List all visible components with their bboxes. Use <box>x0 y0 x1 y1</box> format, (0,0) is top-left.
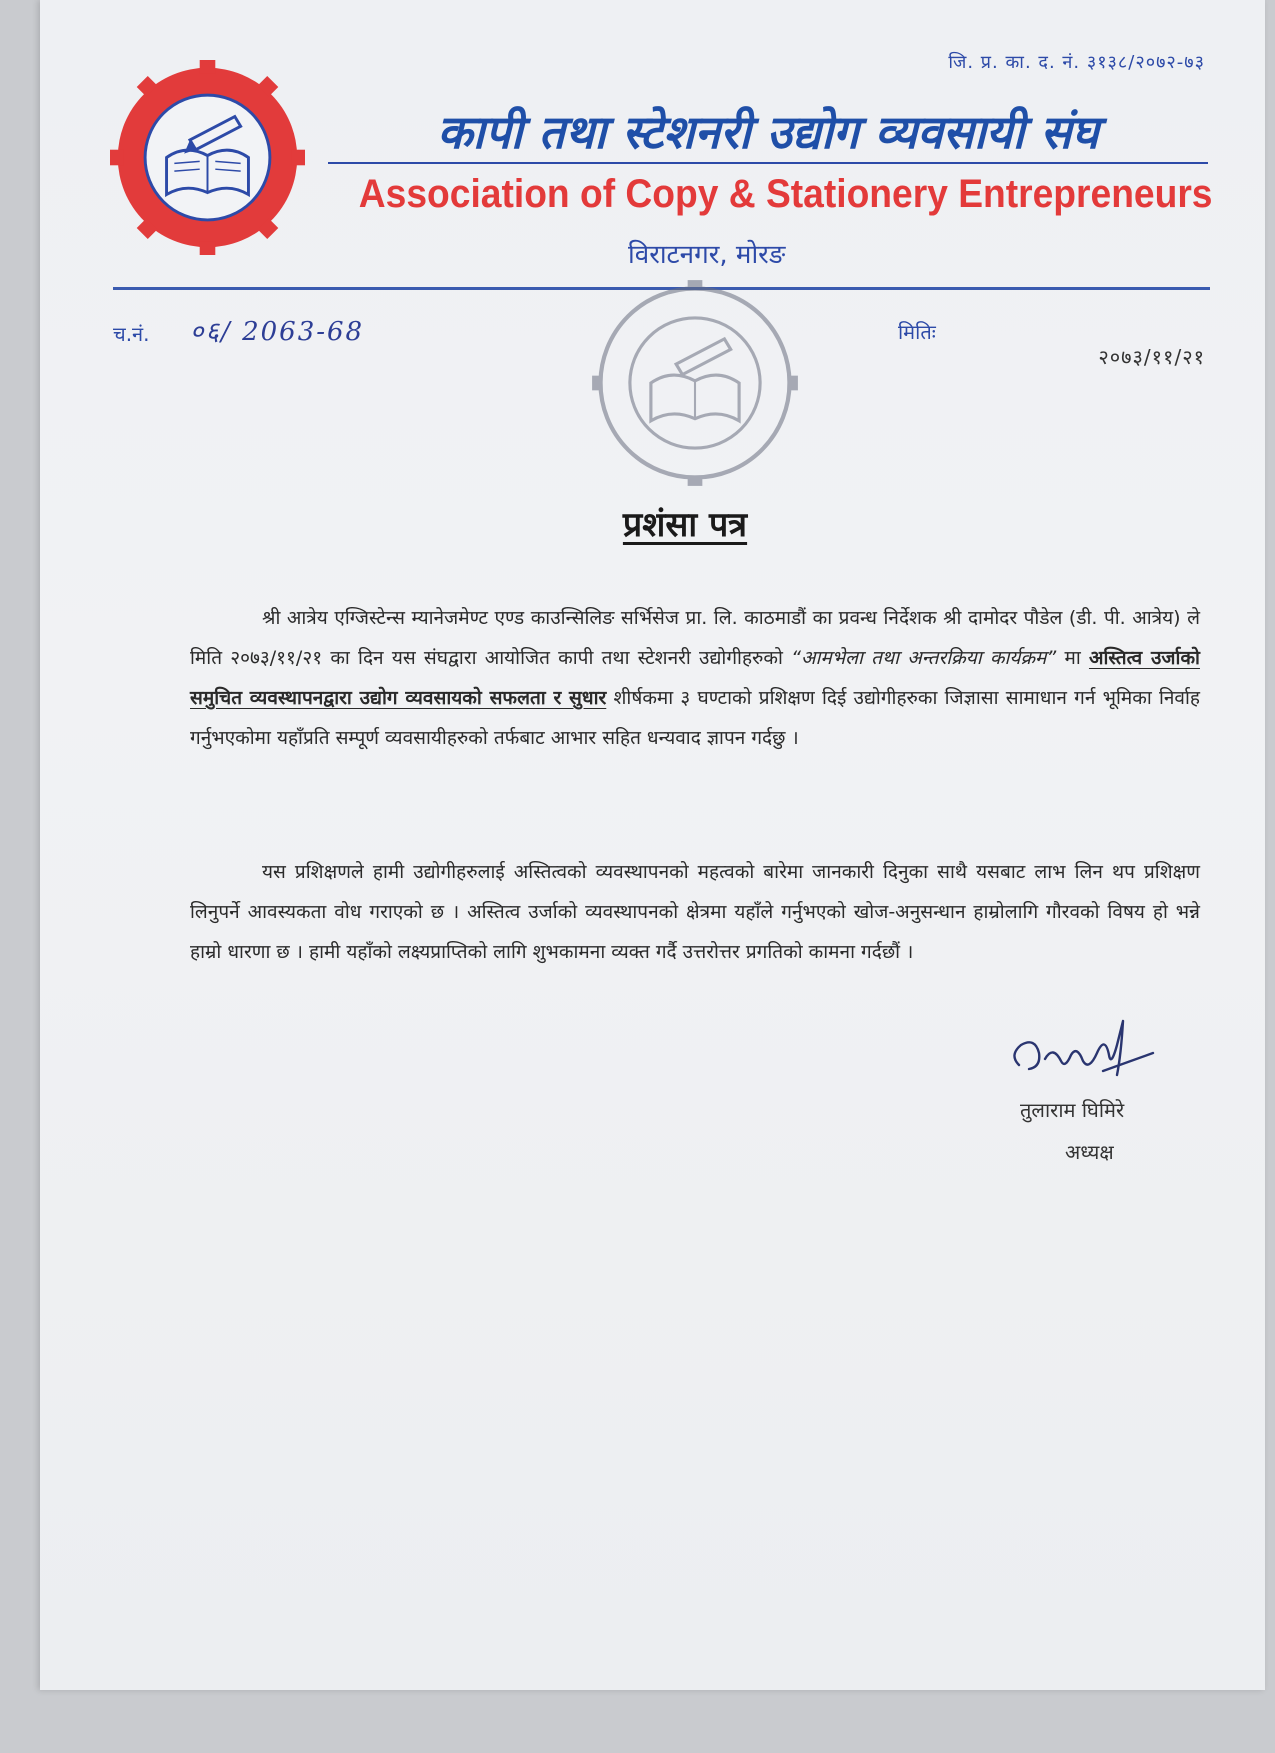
organization-name-nepali: कापी तथा स्टेशनरी उद्योग व्यवसायी संघ <box>437 105 1099 159</box>
signatory-name: तुलाराम घिमिरे <box>1020 1098 1125 1122</box>
registration-number: जि. प्र. का. द. नं. ३१३८/२०७२-७३ <box>948 52 1205 73</box>
body-paragraph-2: यस प्रशिक्षणले हामी उद्योगीहरुलाई अस्तित्वको व्यवस्थापनको महत्वको बारेमा जानकारी दिनुका साथै यसबाट लाभ लिन थप प्रशिक्षण लिनुपर्ने आवस्यकता वोध गराएको छ । अस्तित्व उर्जाको व्यवस्थापनको क्षेत्रमा यहाँले गर्नुभएको खोज-अनुसन्धान हाम्रोलागि गौरवको विषय हो भन्ने हाम्रो धारणा छ । हामी यहाँको लक्ष्यप्राप्तिको लागि शुभकामना व्यक्त गर्दै उत्तरोत्तर प्रगतिको कामना गर्दछौं । <box>190 861 1200 963</box>
paragraph-1-ending: शीर्षकमा ३ घण्टाको प्रशिक्षण दिई उद्योगीहरुका जिज्ञासा सामाधान गर्न भूमिका निर्वाह गर्नुभएकोमा यहाँप्रति सम्पूर्ण व्यवसायीहरुको तर्फबाट आभार सहित धन्यवाद ज्ञापन गर्दछु । <box>190 687 1200 749</box>
dispatch-number-label: च.नं. <box>113 322 150 346</box>
paragraph-1-text: श्री आत्रेय एग्जिस्टेन्स म्यानेजमेण्ट एण्ड काउन्सिलिङ सर्भिसेज प्रा. लि. काठमाडौं का प्रवन्ध निर्देशक श्री दामोदर पौडेल (डी. पी. आत्रेय) ले मिति २०७३/११/२१ का दिन यस संघद्वारा आयोजित कापी तथा स्टेशनरी उद्योगीहरुको <box>190 607 1200 669</box>
dispatch-number-value: ०६/ 2063-68 <box>190 317 365 347</box>
signatory-designation: अध्यक्ष <box>1065 1140 1114 1164</box>
date-label: मितिः <box>898 320 936 344</box>
handwritten-signature-icon <box>1005 1015 1165 1095</box>
document-title: प्रशंसा पत्र <box>622 505 748 545</box>
event-name: “आमभेला तथा अन्तरक्रिया कार्यक्रम” <box>791 647 1057 669</box>
organization-city: विराटनगर, मोरङ <box>628 240 786 270</box>
date-value: २०७३/११/२१ <box>1098 345 1205 369</box>
paragraph-1-connector: मा <box>1056 647 1089 669</box>
organization-name-english: Association of Copy & Stationery Entrepreneurs <box>358 172 1213 216</box>
association-emblem-icon <box>110 60 305 255</box>
training-topic: अस्तित्व उर्जाको समुचित व्यवस्थापनद्वारा उद्योग व्यवसायको सफलता र सुधार <box>190 647 1200 709</box>
body-paragraph-1 <box>190 598 1200 758</box>
header-divider <box>328 162 1208 164</box>
association-stamp-icon <box>590 278 800 488</box>
